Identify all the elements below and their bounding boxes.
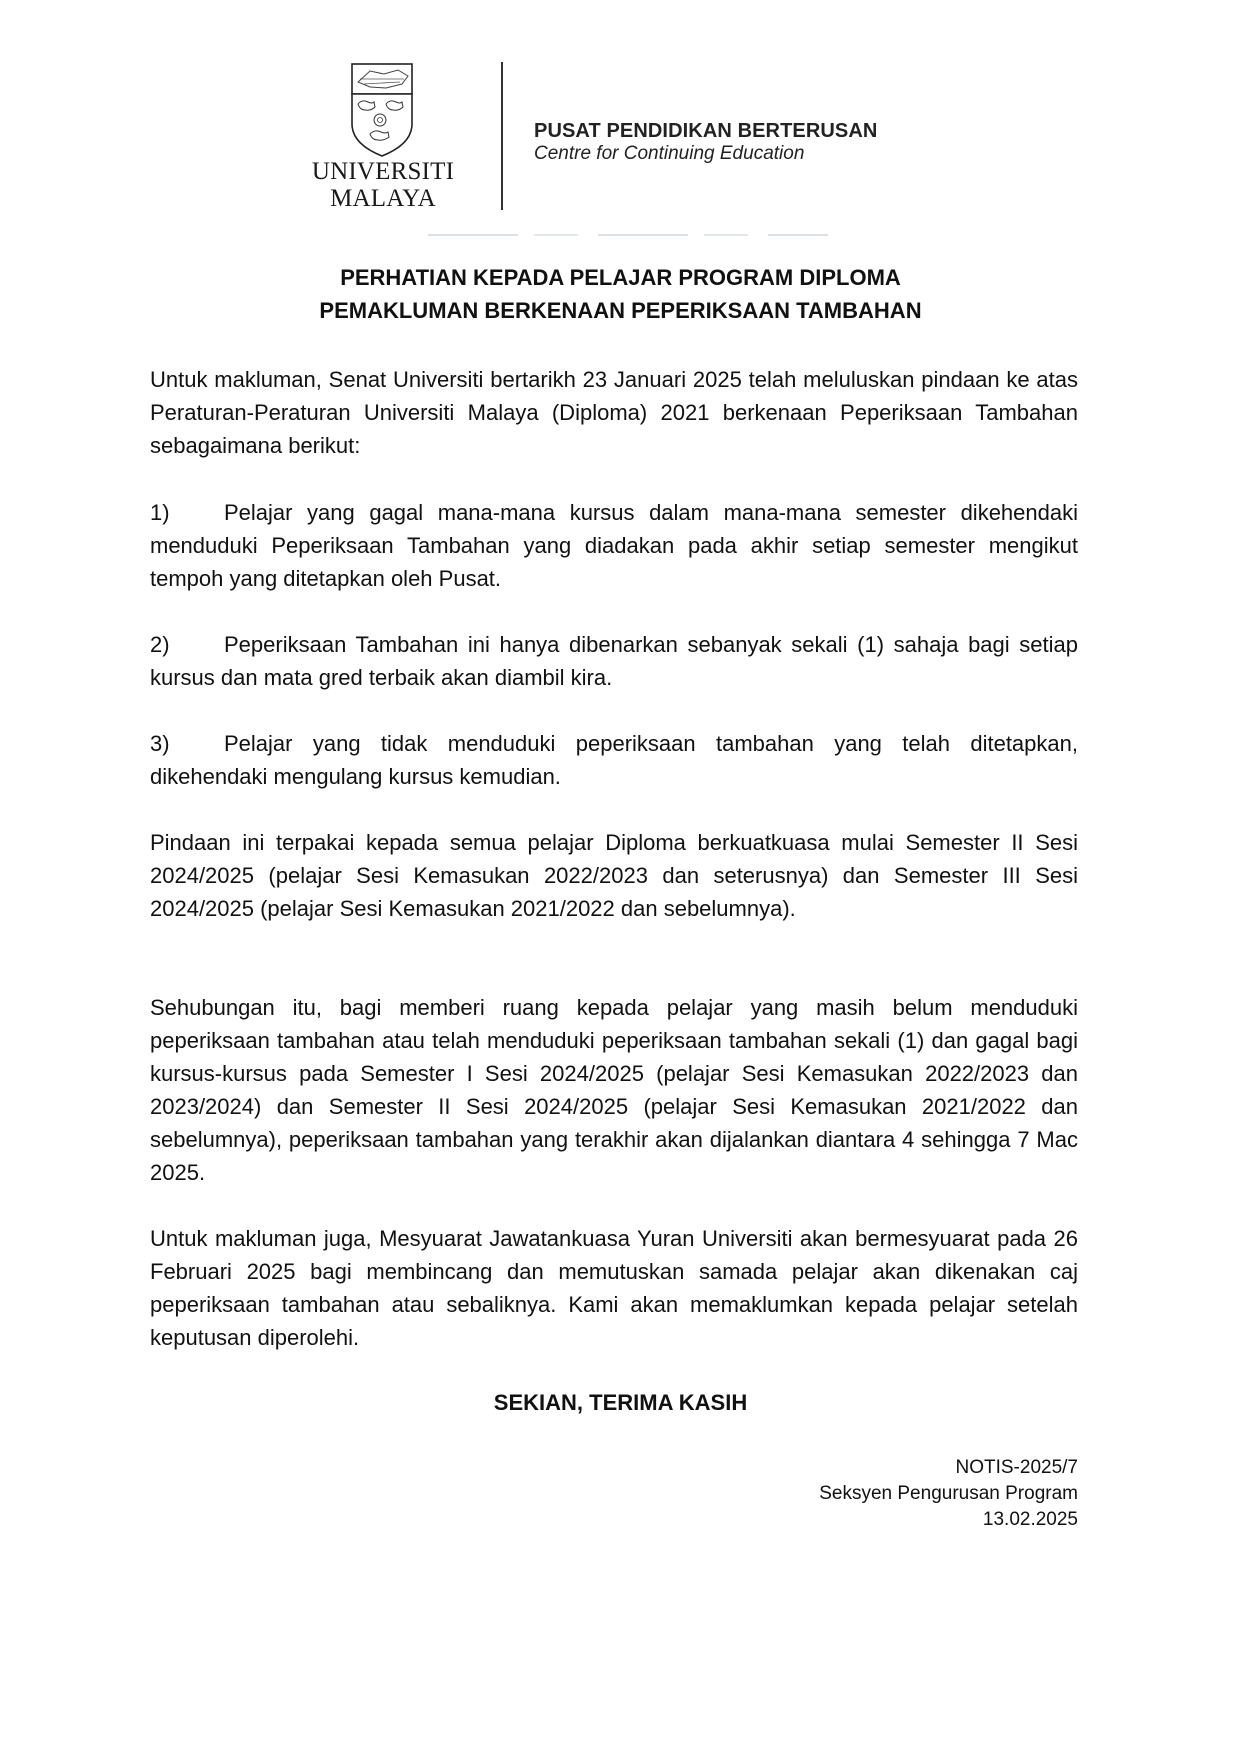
centre-name-bm: PUSAT PENDIDIKAN BERTERUSAN: [534, 120, 878, 142]
fee-notice-paragraph: Untuk makluman juga, Mesyuarat Jawatankuasa Yuran Universiti akan bermesyuarat pada 26 Februari 2025 bagi membincang dan memutuskan samada pelajar akan dikenakan caj peperiksaan tambahan atau sebaliknya. Kami akan memaklumkan kepada pelajar setelah keputusan diperolehi.: [150, 1226, 1078, 1350]
list-item-1: [150, 496, 1078, 595]
centre-name-en: Centre for Continuing Education: [534, 143, 805, 164]
list-item-2: [150, 628, 1078, 694]
notice-number: NOTIS-2025/7: [955, 1457, 1078, 1478]
university-name-line2: MALAYA: [330, 185, 436, 212]
university-name: [300, 158, 466, 212]
notice-title-line1: PERHATIAN KEPADA PELAJAR PROGRAM DIPLOMA: [340, 265, 901, 290]
list-item-3: [150, 727, 1078, 793]
list-item-text: Peperiksaan Tambahan ini hanya dibenarkan sebanyak sekali (1) sahaja bagi setiap kursus dan mata gred terbaik akan diambil kira.: [150, 632, 1078, 690]
university-name-line1: UNIVERSITI: [311, 158, 455, 185]
centre-name: [534, 120, 877, 165]
list-item-text: Pelajar yang tidak menduduki peperiksaan tambahan yang telah ditetapkan, dikehendaki mengulang kursus kemudian.: [150, 731, 1078, 789]
notice-date: 13.02.2025: [982, 1509, 1078, 1530]
list-item-number: 2): [150, 632, 170, 657]
letterhead-divider: [501, 62, 503, 210]
list-item-text: Pelajar yang gagal mana-mana kursus dalam mana-mana semester dikehendaki menduduki Peperiksaan Tambahan yang diadakan pada akhir setiap semester mengikut tempoh yang ditetapkan oleh Pusat.: [150, 500, 1078, 591]
closing-line: SEKIAN, TERIMA KASIH: [493, 1390, 748, 1415]
final-exam-paragraph: Sehubungan itu, bagi memberi ruang kepada pelajar yang masih belum menduduki peperiksaan tambahan atau telah menduduki peperiksaan tambahan sekali (1) dan gagal bagi kursus-kursus pada Semester I Sesi 2024/2025 (pelajar Sesi Kemasukan 2022/2023 dan 2023/2024) dan Semester II Sesi 2024/2025 (pelajar Sesi Kemasukan 2021/2022 dan sebelumnya), peperiksaan tambahan yang terakhir akan dijalankan diantara 4 sehingga 7 Mac 2025.: [150, 995, 1078, 1185]
letterhead: [300, 58, 940, 218]
notice-title-line2: PEMAKLUMAN BERKENAAN PEPERIKSAAN TAMBAHAN: [319, 298, 922, 323]
list-item-number: 1): [150, 500, 170, 525]
list-item-number: 3): [150, 731, 170, 756]
intro-paragraph: Untuk makluman, Senat Universiti bertarikh 23 Januari 2025 telah meluluskan pindaan ke atas Peraturan-Peraturan Universiti Malaya (Diploma) 2021 berkenaan Peperiksaan Tambahan sebagaimana berikut:: [150, 367, 1078, 458]
header-rule: [428, 234, 828, 236]
effective-paragraph: Pindaan ini terpakai kepada semua pelajar Diploma berkuatkuasa mulai Semester II Sesi 2024/2025 (pelajar Sesi Kemasukan 2022/2023 dan seterusnya) dan Semester III Sesi 2024/2025 (pelajar Sesi Kemasukan 2021/2022 dan sebelumnya).: [150, 830, 1078, 921]
university-crest-icon: [350, 62, 414, 158]
reference-block: [819, 1455, 1078, 1533]
issuing-section: Seksyen Pengurusan Program: [819, 1483, 1078, 1504]
